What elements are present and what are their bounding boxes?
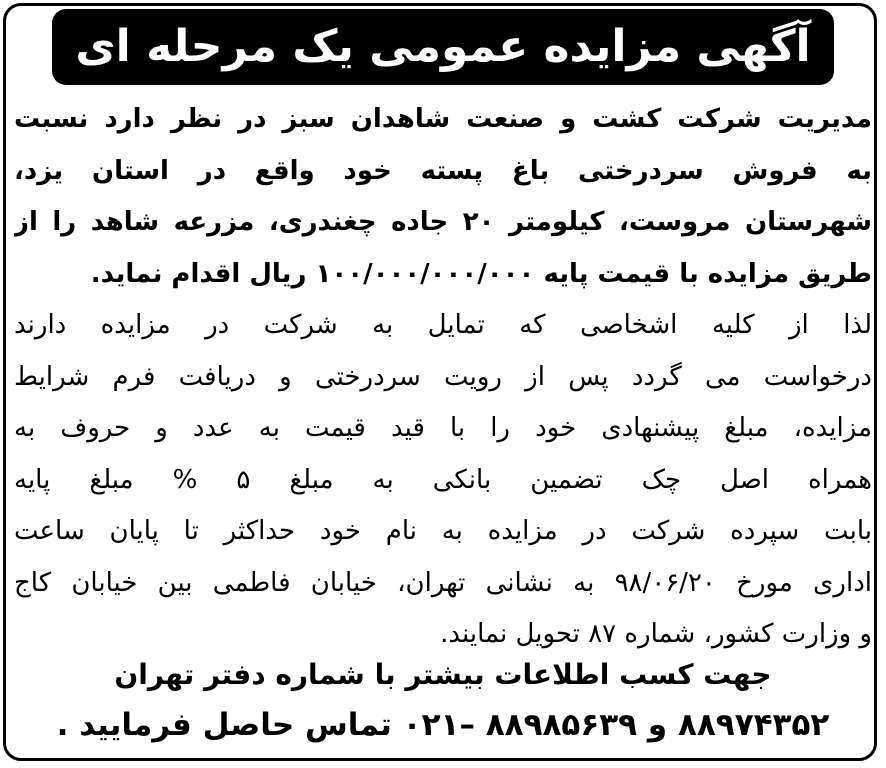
contact-intro: جهت کسب اطلاعات بیشتر با شماره دفتر تهران [114, 658, 772, 691]
body-line: مزایده، مبلغ پیشنهادی خود را با قید قیمت به عدد و حروف به [14, 413, 872, 443]
title-banner [52, 9, 834, 85]
body-line: لذا از کلیه اشخاصی که تمایل به شرکت در مزایده دارند [14, 310, 872, 340]
body-line: بابت سپرده شرکت در مزایده به نام خود حداکثر تا پایان ساعت [14, 516, 872, 546]
contact-footer [14, 650, 872, 750]
contact-phone-numbers: ۸۸۹۷۴۳۵۲ و ۸۸۹۸۵۶۳۹ –۰۲۱ تماس حاصل فرمایید . [56, 707, 830, 743]
body-line: طریق مزایده با قیمت پایه ۱۰۰/۰۰۰/۰۰۰/۰۰۰ ریال اقدام نماید. [90, 258, 872, 289]
body-line: و وزارت کشور، شماره ۸۷ تحویل نمایند. [440, 619, 872, 649]
notice-body [14, 94, 872, 661]
body-line: همراه اصل چک تضمین بانکی به مبلغ ۵ % مبلغ پایه [14, 464, 872, 495]
body-line: به فروش سردرختی باغ پسته خود واقع در استان یزد، [14, 155, 872, 186]
body-line: مدیریت شرکت کشت و صنعت شاهدان سبز در نظر دارد نسبت [14, 104, 872, 134]
body-line: درخواست می گردد پس از رویت سردرختی و دریافت فرم شرایط [14, 361, 872, 392]
notice-title: آگهی مزایده عمومی یک مرحله ای [75, 21, 811, 72]
body-line: شهرستان مروست، کیلومتر ۲۰ جاده چغندری، مزرعه شاهد را از [14, 207, 872, 237]
body-line: اداری مورخ ۹۸/۰۶/۲۰ به نشانی تهران، خیابان فاطمی بین خیابان کاج [14, 567, 872, 598]
